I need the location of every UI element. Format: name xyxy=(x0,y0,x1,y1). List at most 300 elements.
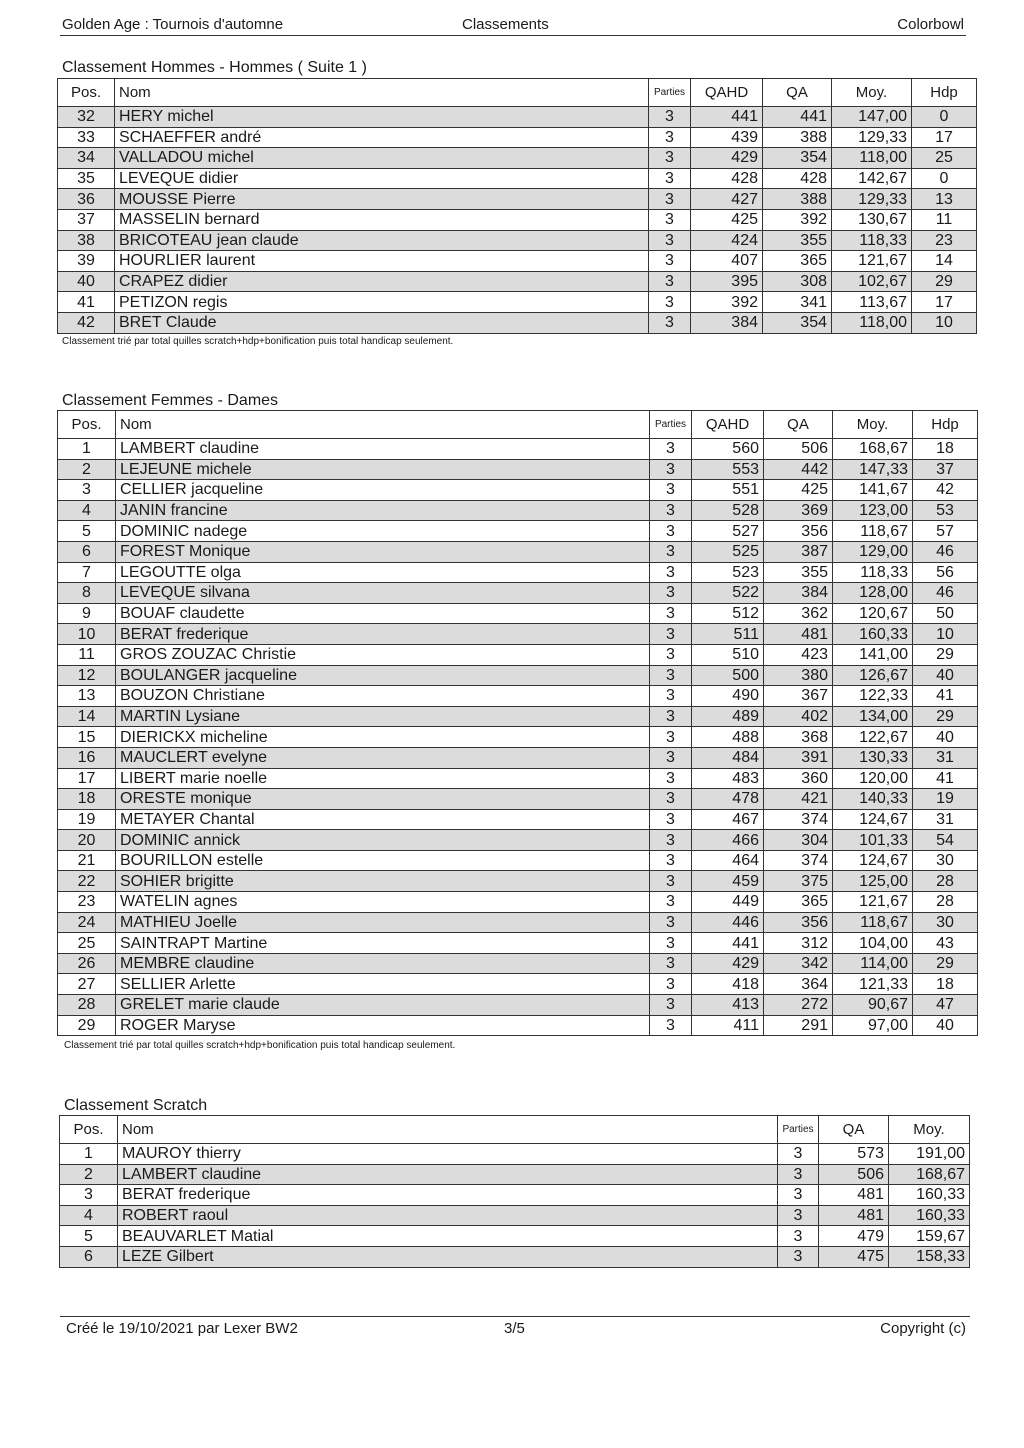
table-cell: BRET Claude xyxy=(115,312,649,333)
table-cell: BOUAF claudette xyxy=(116,603,650,624)
table-row xyxy=(58,1015,978,1036)
table-cell: 367 xyxy=(764,686,833,707)
hommes-rows xyxy=(58,107,977,334)
table-cell: 356 xyxy=(764,912,833,933)
table-cell: 30 xyxy=(913,912,978,933)
table-cell: 522 xyxy=(692,583,764,604)
table-cell: BOURILLON estelle xyxy=(116,850,650,871)
table-cell: 40 xyxy=(913,665,978,686)
table-cell: DOMINIC annick xyxy=(116,830,650,851)
table-cell: BERAT frederique xyxy=(116,624,650,645)
table-cell: 10 xyxy=(58,624,116,645)
table-cell: MEMBRE claudine xyxy=(116,953,650,974)
table-cell: MAUCLERT evelyne xyxy=(116,747,650,768)
table-cell: 489 xyxy=(692,706,764,727)
header-tournament: Golden Age : Tournois d'automne xyxy=(62,16,284,33)
table-cell: 375 xyxy=(764,871,833,892)
table-cell: 384 xyxy=(691,312,763,333)
table-cell: 147,33 xyxy=(833,459,913,480)
table-cell: 35 xyxy=(58,168,115,189)
table-cell: 34 xyxy=(58,148,115,169)
table-row xyxy=(58,603,978,624)
table-cell: 421 xyxy=(764,789,833,810)
table-row xyxy=(60,1246,970,1267)
table-cell: MATHIEU Joelle xyxy=(116,912,650,933)
table-cell: 25 xyxy=(58,933,116,954)
table-cell: 3 xyxy=(650,644,692,665)
table-cell: 3 xyxy=(650,871,692,892)
table-cell: 25 xyxy=(912,148,977,169)
table-cell: 402 xyxy=(764,706,833,727)
table-cell: 128,00 xyxy=(833,583,913,604)
table-cell: 118,00 xyxy=(832,148,912,169)
table-cell: 523 xyxy=(692,562,764,583)
table-cell: 0 xyxy=(912,107,977,128)
col-qa: QA xyxy=(764,411,833,439)
col-parties: Parties xyxy=(778,1116,819,1144)
table-cell: 467 xyxy=(692,809,764,830)
table-cell: 3 xyxy=(649,312,691,333)
table-row xyxy=(58,727,978,748)
table-cell: 3 xyxy=(649,107,691,128)
table-cell: 30 xyxy=(913,850,978,871)
table-cell: 16 xyxy=(58,747,116,768)
table-row xyxy=(58,974,978,995)
table-cell: 369 xyxy=(764,500,833,521)
table-cell: 551 xyxy=(692,480,764,501)
table-cell: 3 xyxy=(649,251,691,272)
table-cell: 118,67 xyxy=(833,521,913,542)
table-cell: 488 xyxy=(692,727,764,748)
table-cell: LIBERT marie noelle xyxy=(116,768,650,789)
table-cell: 439 xyxy=(691,127,763,148)
table-cell: LAMBERT claudine xyxy=(116,439,650,460)
table-cell: BERAT frederique xyxy=(118,1185,778,1206)
table-cell: 341 xyxy=(763,292,832,313)
table-row xyxy=(58,747,978,768)
table-cell: 3 xyxy=(650,541,692,562)
table-cell: 101,33 xyxy=(833,830,913,851)
table-cell: 41 xyxy=(913,768,978,789)
table-cell: 387 xyxy=(764,541,833,562)
table-cell: 124,67 xyxy=(833,809,913,830)
table-cell: 37 xyxy=(913,459,978,480)
table-cell: 134,00 xyxy=(833,706,913,727)
femmes-header-row xyxy=(58,411,978,439)
page-footer xyxy=(60,1316,970,1342)
table-cell: 418 xyxy=(692,974,764,995)
table-cell: 32 xyxy=(58,107,115,128)
table-row xyxy=(58,127,977,148)
table-cell: 3 xyxy=(649,189,691,210)
table-cell: 391 xyxy=(764,747,833,768)
table-cell: 392 xyxy=(691,292,763,313)
table-cell: LEVEQUE didier xyxy=(115,168,649,189)
col-qa: QA xyxy=(763,79,832,107)
table-cell: 3 xyxy=(778,1246,819,1267)
table-cell: 126,67 xyxy=(833,665,913,686)
table-cell: 3 xyxy=(649,230,691,251)
table-cell: 506 xyxy=(764,439,833,460)
table-cell: 17 xyxy=(58,768,116,789)
table-cell: 104,00 xyxy=(833,933,913,954)
table-cell: 41 xyxy=(913,686,978,707)
table-cell: 479 xyxy=(819,1226,889,1247)
table-cell: 511 xyxy=(692,624,764,645)
table-row xyxy=(58,189,977,210)
table-cell: LEGOUTTE olga xyxy=(116,562,650,583)
table-cell: 360 xyxy=(764,768,833,789)
table-cell: 475 xyxy=(819,1246,889,1267)
table-cell: 423 xyxy=(764,644,833,665)
table-cell: 441 xyxy=(763,107,832,128)
table-cell: METAYER Chantal xyxy=(116,809,650,830)
table-cell: 374 xyxy=(764,809,833,830)
table-cell: 28 xyxy=(913,892,978,913)
col-moy: Moy. xyxy=(833,411,913,439)
table-row xyxy=(58,107,977,128)
table-cell: 429 xyxy=(692,953,764,974)
table-cell: 97,00 xyxy=(833,1015,913,1036)
table-cell: 191,00 xyxy=(889,1144,970,1165)
table-cell: 3 xyxy=(650,665,692,686)
femmes-table xyxy=(57,410,978,1036)
table-cell: 28 xyxy=(913,871,978,892)
col-moy: Moy. xyxy=(832,79,912,107)
col-hdp: Hdp xyxy=(912,79,977,107)
table-row xyxy=(58,830,978,851)
table-cell: 40 xyxy=(913,1015,978,1036)
table-cell: 3 xyxy=(650,583,692,604)
table-cell: 3 xyxy=(650,706,692,727)
table-cell: 362 xyxy=(764,603,833,624)
table-cell: LEVEQUE silvana xyxy=(116,583,650,604)
table-cell: 3 xyxy=(649,209,691,230)
hommes-table xyxy=(57,78,977,334)
table-cell: 354 xyxy=(763,148,832,169)
table-cell: 5 xyxy=(60,1226,118,1247)
table-cell: 3 xyxy=(650,480,692,501)
col-pos: Pos. xyxy=(60,1116,118,1144)
table-cell: 3 xyxy=(650,789,692,810)
table-cell: 464 xyxy=(692,850,764,871)
table-cell: 446 xyxy=(692,912,764,933)
table-cell: 23 xyxy=(58,892,116,913)
table-cell: 160,33 xyxy=(889,1205,970,1226)
table-cell: 441 xyxy=(691,107,763,128)
table-cell: 1 xyxy=(60,1144,118,1165)
table-cell: 481 xyxy=(819,1185,889,1206)
table-cell: 118,00 xyxy=(832,312,912,333)
table-cell: 31 xyxy=(913,809,978,830)
table-cell: 2 xyxy=(60,1164,118,1185)
table-cell: 36 xyxy=(58,189,115,210)
table-cell: 365 xyxy=(763,251,832,272)
table-cell: BOULANGER jacqueline xyxy=(116,665,650,686)
table-cell: WATELIN agnes xyxy=(116,892,650,913)
table-cell: 3 xyxy=(58,480,116,501)
table-cell: 120,67 xyxy=(833,603,913,624)
footer-copyright: Copyright (c) xyxy=(880,1320,966,1337)
table-cell: 272 xyxy=(764,995,833,1016)
table-cell: ROGER Maryse xyxy=(116,1015,650,1036)
table-cell: 407 xyxy=(691,251,763,272)
table-cell: 33 xyxy=(58,127,115,148)
table-cell: 355 xyxy=(764,562,833,583)
table-cell: ROBERT raoul xyxy=(118,1205,778,1226)
table-cell: 3 xyxy=(650,562,692,583)
table-cell: 129,33 xyxy=(832,189,912,210)
footer-created: Créé le 19/10/2021 par Lexer BW2 xyxy=(66,1320,298,1337)
table-cell: 160,33 xyxy=(833,624,913,645)
table-cell: 56 xyxy=(913,562,978,583)
table-cell: 3 xyxy=(650,974,692,995)
table-cell: 41 xyxy=(58,292,115,313)
table-cell: 312 xyxy=(764,933,833,954)
col-nom: Nom xyxy=(118,1116,778,1144)
table-cell: 24 xyxy=(58,912,116,933)
table-cell: 442 xyxy=(764,459,833,480)
table-cell: 122,67 xyxy=(833,727,913,748)
table-row xyxy=(58,665,978,686)
table-cell: GRELET marie claude xyxy=(116,995,650,1016)
table-cell: 20 xyxy=(58,830,116,851)
table-cell: 141,00 xyxy=(833,644,913,665)
table-cell: MASSELIN bernard xyxy=(115,209,649,230)
table-cell: 428 xyxy=(763,168,832,189)
table-cell: 3 xyxy=(650,459,692,480)
table-cell: 395 xyxy=(691,271,763,292)
table-cell: 46 xyxy=(913,583,978,604)
table-cell: 3 xyxy=(650,953,692,974)
col-parties: Parties xyxy=(650,411,692,439)
table-cell: 10 xyxy=(913,624,978,645)
table-cell: 1 xyxy=(58,439,116,460)
table-cell: 4 xyxy=(60,1205,118,1226)
table-cell: 159,67 xyxy=(889,1226,970,1247)
table-cell: 6 xyxy=(60,1246,118,1267)
table-cell: 118,67 xyxy=(833,912,913,933)
table-row xyxy=(58,562,978,583)
scratch-header-row xyxy=(60,1116,970,1144)
table-cell: HOURLIER laurent xyxy=(115,251,649,272)
table-cell: 3 xyxy=(650,850,692,871)
table-cell: 129,00 xyxy=(833,541,913,562)
table-cell: 147,00 xyxy=(832,107,912,128)
col-hdp: Hdp xyxy=(913,411,978,439)
table-row xyxy=(58,850,978,871)
table-cell: 374 xyxy=(764,850,833,871)
table-cell: 481 xyxy=(819,1205,889,1226)
table-cell: SCHAEFFER andré xyxy=(115,127,649,148)
table-cell: 14 xyxy=(58,706,116,727)
table-cell: 3 xyxy=(778,1185,819,1206)
table-row xyxy=(58,953,978,974)
table-cell: 90,67 xyxy=(833,995,913,1016)
table-cell: 3 xyxy=(650,933,692,954)
table-cell: 124,67 xyxy=(833,850,913,871)
table-cell: 3 xyxy=(650,830,692,851)
table-cell: 42 xyxy=(58,312,115,333)
table-cell: 291 xyxy=(764,1015,833,1036)
table-cell: DIERICKX micheline xyxy=(116,727,650,748)
table-cell: 308 xyxy=(763,271,832,292)
table-row xyxy=(58,686,978,707)
col-pos: Pos. xyxy=(58,79,115,107)
table-cell: 102,67 xyxy=(832,271,912,292)
table-cell: 356 xyxy=(764,521,833,542)
table-row xyxy=(58,768,978,789)
scratch-rows xyxy=(60,1144,970,1268)
table-cell: 15 xyxy=(58,727,116,748)
table-cell: 573 xyxy=(819,1144,889,1165)
table-cell: SELLIER Arlette xyxy=(116,974,650,995)
table-row xyxy=(60,1205,970,1226)
table-cell: 355 xyxy=(763,230,832,251)
table-cell: 3 xyxy=(649,271,691,292)
table-cell: 28 xyxy=(58,995,116,1016)
table-cell: HERY michel xyxy=(115,107,649,128)
table-cell: 40 xyxy=(913,727,978,748)
table-cell: 39 xyxy=(58,251,115,272)
table-row xyxy=(58,459,978,480)
table-cell: 19 xyxy=(58,809,116,830)
table-cell: 168,67 xyxy=(833,439,913,460)
table-row xyxy=(58,209,977,230)
table-cell: 29 xyxy=(58,1015,116,1036)
table-row xyxy=(58,624,978,645)
page-header xyxy=(60,14,966,36)
table-cell: 29 xyxy=(913,953,978,974)
table-cell: 484 xyxy=(692,747,764,768)
table-cell: 3 xyxy=(778,1164,819,1185)
table-cell: 118,33 xyxy=(832,230,912,251)
table-row xyxy=(58,892,978,913)
table-cell: 13 xyxy=(58,686,116,707)
table-cell: 3 xyxy=(650,500,692,521)
table-cell: 7 xyxy=(58,562,116,583)
table-cell: 6 xyxy=(58,541,116,562)
table-cell: 29 xyxy=(912,271,977,292)
table-cell: FOREST Monique xyxy=(116,541,650,562)
table-cell: BRICOTEAU jean claude xyxy=(115,230,649,251)
table-row xyxy=(60,1144,970,1165)
table-row xyxy=(58,251,977,272)
table-cell: 510 xyxy=(692,644,764,665)
col-qahd: QAHD xyxy=(692,411,764,439)
table-cell: 129,33 xyxy=(832,127,912,148)
table-cell: 3 xyxy=(649,292,691,313)
table-row xyxy=(58,230,977,251)
table-cell: 121,67 xyxy=(833,892,913,913)
table-cell: 3 xyxy=(650,892,692,913)
table-cell: 3 xyxy=(650,727,692,748)
table-cell: 19 xyxy=(913,789,978,810)
table-cell: 478 xyxy=(692,789,764,810)
table-row xyxy=(60,1226,970,1247)
table-cell: 525 xyxy=(692,541,764,562)
table-cell: 512 xyxy=(692,603,764,624)
table-cell: 121,67 xyxy=(832,251,912,272)
table-cell: 3 xyxy=(778,1226,819,1247)
table-cell: 57 xyxy=(913,521,978,542)
table-cell: 140,33 xyxy=(833,789,913,810)
table-cell: 441 xyxy=(692,933,764,954)
table-cell: 388 xyxy=(763,127,832,148)
table-cell: ORESTE monique xyxy=(116,789,650,810)
table-cell: 3 xyxy=(650,912,692,933)
table-cell: JANIN francine xyxy=(116,500,650,521)
table-cell: 29 xyxy=(913,706,978,727)
table-cell: 449 xyxy=(692,892,764,913)
femmes-title: Classement Femmes - Dames xyxy=(62,392,279,409)
table-cell: 527 xyxy=(692,521,764,542)
table-cell: BOUZON Christiane xyxy=(116,686,650,707)
table-cell: 429 xyxy=(691,148,763,169)
table-cell: 54 xyxy=(913,830,978,851)
scratch-title: Classement Scratch xyxy=(64,1097,208,1114)
table-cell: 3 xyxy=(650,686,692,707)
table-row xyxy=(58,789,978,810)
table-cell: 29 xyxy=(913,644,978,665)
table-cell: GROS ZOUZAC Christie xyxy=(116,644,650,665)
table-cell: 2 xyxy=(58,459,116,480)
table-cell: PETIZON regis xyxy=(115,292,649,313)
table-row xyxy=(58,912,978,933)
col-qahd: QAHD xyxy=(691,79,763,107)
col-parties: Parties xyxy=(649,79,691,107)
table-cell: 158,33 xyxy=(889,1246,970,1267)
col-pos: Pos. xyxy=(58,411,116,439)
table-cell: 3 xyxy=(778,1144,819,1165)
table-cell: 22 xyxy=(58,871,116,892)
table-row xyxy=(58,995,978,1016)
table-cell: MARTIN Lysiane xyxy=(116,706,650,727)
table-cell: 428 xyxy=(691,168,763,189)
table-cell: 53 xyxy=(913,500,978,521)
table-cell: 27 xyxy=(58,974,116,995)
table-cell: 427 xyxy=(691,189,763,210)
table-cell: BEAUVARLET Matial xyxy=(118,1226,778,1247)
table-cell: SOHIER brigitte xyxy=(116,871,650,892)
col-nom: Nom xyxy=(115,79,649,107)
table-cell: 46 xyxy=(913,541,978,562)
table-cell: 490 xyxy=(692,686,764,707)
table-cell: 8 xyxy=(58,583,116,604)
col-qa: QA xyxy=(819,1116,889,1144)
table-cell: LEZE Gilbert xyxy=(118,1246,778,1267)
footer-page-number: 3/5 xyxy=(504,1320,525,1337)
header-club: Colorbowl xyxy=(897,16,964,33)
table-cell: 365 xyxy=(764,892,833,913)
table-cell: 14 xyxy=(912,251,977,272)
table-cell: 3 xyxy=(650,809,692,830)
table-cell: DOMINIC nadege xyxy=(116,521,650,542)
table-cell: 11 xyxy=(912,209,977,230)
table-cell: VALLADOU michel xyxy=(115,148,649,169)
table-cell: 42 xyxy=(913,480,978,501)
table-cell: 500 xyxy=(692,665,764,686)
table-cell: 3 xyxy=(650,521,692,542)
table-cell: 553 xyxy=(692,459,764,480)
table-cell: 142,67 xyxy=(832,168,912,189)
table-cell: 0 xyxy=(912,168,977,189)
table-cell: 18 xyxy=(913,974,978,995)
table-cell: 413 xyxy=(692,995,764,1016)
table-cell: 3 xyxy=(650,624,692,645)
table-cell: 3 xyxy=(650,1015,692,1036)
table-row xyxy=(58,521,978,542)
